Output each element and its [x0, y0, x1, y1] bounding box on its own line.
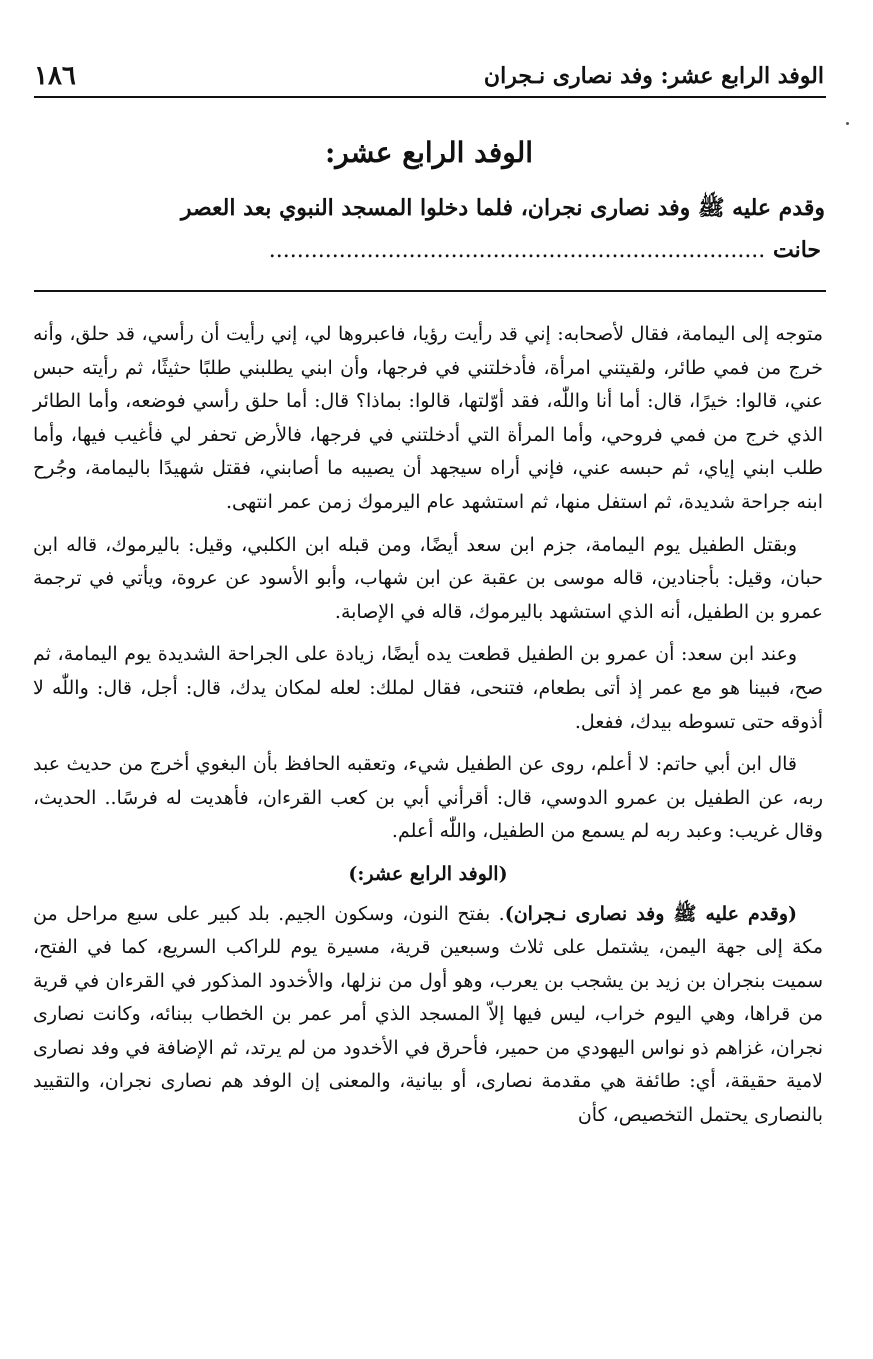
header-rule: [34, 96, 826, 98]
matn-ellipsis: .......................................................................: [268, 238, 766, 263]
commentary-paragraph-3: وعند ابن سعد: أن عمرو بن الطفيل قطعت يده أيضًا، زيادة على الجراحة الشديدة يوم اليمامة، ثم صح، فبينا هو مع عمر إذ أتى بطعام، فتنحى، فقال لملك: لعله لمكان يدك، قال: أجل، قال: واللّٰه لا أذوقه حتى تسوطه بيدك، ففعل.: [33, 643, 823, 733]
commentary-block: [33, 318, 823, 1142]
commentary-paragraph-4: قال ابن أبي حاتم: لا أعلم، روى عن الطفيل شيء، وتعقبه الحافظ بأن البغوي أخرج من حديث عبد ربه، عن الطفيل بن عمرو الدوسي، قال: أقرأني أبي بن كعب القرءان، فأهديت له فرسًا.. الحديث، وقال غريب: وعبد ربه لم يسمع من الطفيل، واللّٰه أعلم.: [33, 753, 823, 843]
quoted-matn-lead: (وقدم عليه ﷺ وفد نصارى نـجران): [504, 902, 797, 925]
page-number: ١٨٦: [34, 61, 76, 91]
matn-heading: الوفد الرابع عشر:: [324, 136, 534, 169]
commentary-paragraph-2: وبقتل الطفيل يوم اليمامة، جزم ابن سعد أيضًا، ومن قبله ابن الكلبي، وقيل: باليرموك، قاله ابن حبان، وقيل: بأجنادين، قاله موسى بن عقبة عن ابن شهاب، وأبو الأسود عن عروة، ويأتي في ترجمة عمرو بن الطفيل، أنه الذي استشهد باليرموك، قاله في الإصابة.: [33, 533, 823, 623]
commentary-paragraph-1: متوجه إلى اليمامة، فقال لأصحابه: إني قد رأيت رؤيا، فاعبروها لي، إني رأيت أن رأسي، قد حلق، وأنه خرج من فمي طائر، ولقيتني امرأة، فأدخلتني في فرجها، وأن ابني يطلبني طلبًا حثيثًا، ثم رأيته حبس عني، قالوا: خيرًا، قال: أما أنا واللّٰه، فقد أوّلتها، قالوا: بماذا؟ قال: أما حلق رأسي فوضعه، وأما الطائر الذي خرج من فمي فروحي، وأما المرأة التي أدخلتني في فرجها، فالأرض تحفر لي فأغيب فيها، وأما طلب ابني إياي، ثم حبسه عني، فإني أراه سيجهد أن يصيبه ما أصابني، فقتل شهيدًا باليمامة، وجُرح ابنه جراحة شديدة، ثم استفل منها، ثم استشهد عام اليرموك زمن عمر انتهى.: [33, 323, 823, 513]
matn-line-2-word: حانت: [772, 237, 821, 263]
commentary-paragraph-5: [33, 898, 823, 1133]
running-title: الوفد الرابع عشر: وفد نصارى نـجران: [483, 63, 824, 89]
running-header: [34, 56, 824, 96]
commentary-subheading: (الوفد الرابع عشر:): [348, 862, 508, 885]
matn-line-1: وقدم عليه ﷺ وفد نصارى نجران، فلما دخلوا المسجد النبوي بعد العصر: [180, 195, 825, 221]
matn-line-2: [31, 230, 821, 271]
commentary-paragraph-5-text: . بفتح النون، وسكون الجيم. بلد كبير على سبع مراحل من مكة إلى جهة اليمن، يشتمل على ثلاث وسبعين قرية، مسيرة يوم للراكب السريع، كما في الفتح، سميت بنجران بن زيد بن يشجب بن يعرب، وهو أول من نزلها، والأخدود المذكور في القرءان في قرية من قراها، وهي اليوم خراب، ليس فيها إلاّ المسجد الذي أمر عمر بن الخطاب ببنائه، وكانت نصارى نجران، غزاهم ذو نواس اليهودي من حمير، فأحرق في الأخدود من لم يرتد، ثم الإضافة في وفد نصارى لامية حقيقة، أي: طائفة هي مقدمة نصارى، أو بيانية، والمعنى إن الوفد هم نصارى نجران، والتقييد بالنصارى يحتمل التخصيص، كأن: [33, 902, 823, 1127]
margin-dot: [846, 122, 849, 125]
matn-separator-rule: [34, 290, 826, 292]
